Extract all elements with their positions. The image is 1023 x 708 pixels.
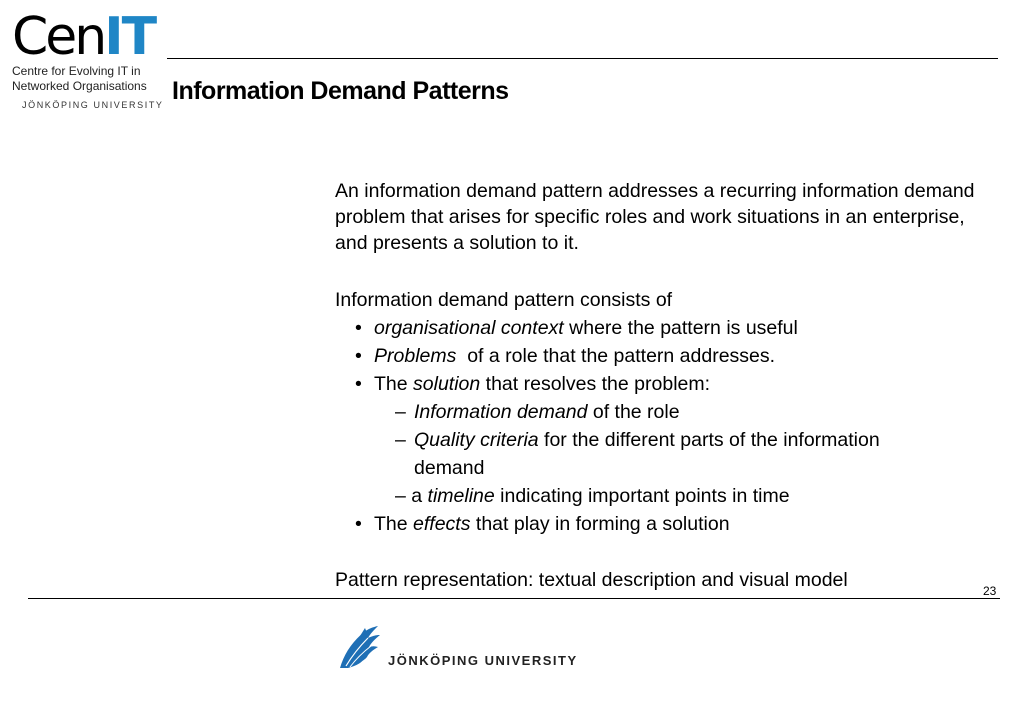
logo-cen-text: Cen <box>12 7 105 67</box>
university-logo <box>338 624 578 670</box>
sub-bullet-continuation: demand <box>414 457 485 479</box>
logo-tagline-line-1: Centre for Evolving IT in <box>12 64 141 78</box>
bullet-emphasis: organisational context <box>374 317 564 339</box>
bullet-marker: • <box>355 373 362 395</box>
bullet-item <box>335 342 985 370</box>
bullet-marker: • <box>355 345 362 367</box>
closing-line: Pattern representation: textual description and visual model <box>335 569 848 591</box>
bullet-emphasis: effects <box>413 513 471 535</box>
bullet-text: that play in forming a solution <box>470 513 730 535</box>
bullet-text: where the pattern is useful <box>563 317 798 339</box>
sub-bullet-item <box>335 426 985 454</box>
sub-bullet-emphasis: timeline <box>427 485 495 507</box>
intro-paragraph: An information demand pattern addresses a recurring information demand problem that arises for specific roles and work situations in an enterprise, and presents a solution to it. <box>335 180 975 254</box>
sub-bullet-item <box>335 482 985 510</box>
bullet-item <box>335 314 985 342</box>
bullet-emphasis: Problems <box>374 345 457 367</box>
footer-divider <box>28 598 1000 599</box>
logo-tagline-line-2: Networked Organisations <box>12 79 147 93</box>
page-number: 23 <box>983 584 997 598</box>
footer-university-name: JÖNKÖPING UNIVERSITY <box>388 653 578 668</box>
bullet-marker: • <box>355 317 362 339</box>
bullet-text: of a role that the pattern addresses. <box>456 345 776 367</box>
bullet-item <box>335 370 985 398</box>
logo-wordmark <box>12 7 164 67</box>
bullet-marker: • <box>355 513 362 535</box>
sub-bullet-text: indicating important points in time <box>494 485 790 507</box>
sub-bullet-marker: – a <box>395 485 423 507</box>
header-divider <box>167 58 998 59</box>
sub-bullet-item <box>335 398 985 426</box>
bullet-text: that resolves the problem: <box>480 373 711 395</box>
sub-bullet-marker: – <box>395 401 406 423</box>
slide-title: Information Demand Patterns <box>172 77 509 105</box>
sub-bullet-emphasis: Information demand <box>414 401 588 423</box>
bullet-item <box>335 510 985 538</box>
sub-bullet-emphasis: Quality criteria <box>414 429 539 451</box>
sub-bullet-text: of the role <box>587 401 680 423</box>
slide-body <box>335 178 985 594</box>
consists-of-line: Information demand pattern consists of <box>335 289 673 311</box>
sub-bullet-text: for the different parts of the information <box>538 429 880 451</box>
logo-tagline <box>12 64 164 94</box>
cenit-logo <box>12 7 164 110</box>
bullet-prefix: The <box>374 513 414 535</box>
logo-university: JÖNKÖPING UNIVERSITY <box>22 100 164 110</box>
bullet-prefix: The <box>374 373 414 395</box>
bullet-emphasis: solution <box>413 373 481 395</box>
sub-bullet-marker: – <box>395 429 406 451</box>
logo-it-text: IT <box>104 7 156 67</box>
university-emblem-icon <box>338 624 382 670</box>
